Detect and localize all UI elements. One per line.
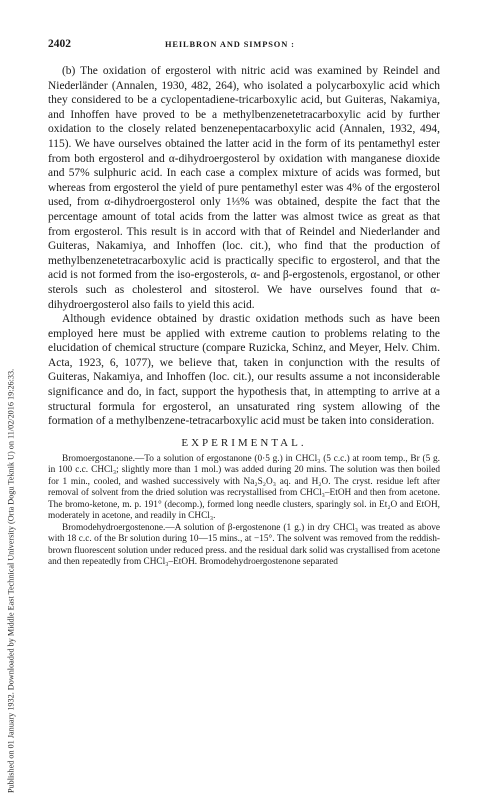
page-number: 2402 <box>48 38 71 50</box>
page-header <box>48 38 440 56</box>
experimental-paragraph-2: Bromodehydroergostenone.—A solution of β-ergostenone (1 g.) in dry CHCl₃ was treated as above with 18 c.c. of the Br solution during 10—15 mins., at −15°. The solvent was removed from the reddish-brown fluorescent solution under reduced press. and the residual dark solid was crystallised from acetone and then repeatedly from CHCl₃–EtOH. Bromodehydroergostenone separated <box>48 522 440 568</box>
section-heading-experimental: EXPERIMENTAL. <box>181 436 307 449</box>
running-head: HEILBRON AND SIMPSON : <box>165 40 295 49</box>
download-watermark: Published on 01 January 1932. Downloaded by Middle East Technical University (Orta Dogu Teknik U) on 11/02/2016 19:26:33. <box>6 368 16 793</box>
body-paragraph-1: (b) The oxidation of ergosterol with nitric acid was examined by Reindel and Niederländer (Annalen, 1930, 482, 264), who isolated a polycarboxylic acid which they considered to be a cyclopentadiene-tricarboxylic acid, but Guiteras, Nakamiya, and Inhoffen have proved to be a methylbenzenetetracarboxylic acid by further oxidation to the closely related benzenepentacarboxylic acid (Annalen, 1932, 494, 115). We have ourselves obtained the latter acid in the form of its pentamethyl ester from both ergosterol and α-dihydroergosterol by oxidation with manganese dioxide and 57% sulphuric acid. In each case a complex mixture of acids was formed, but whereas from ergosterol the yield of pure pentamethyl ester was 4% of the ergosterol used, from α-dihydroergosterol only 1⅓% was obtained, despite the fact that the percentage amount of total acids from the latter was almost twice as great as that from ergosterol. This result is in accord with that of Reindel and Niederlander and Guiteras, Nakamiya, and Inhoffen (loc. cit.), who find that the production of methylbenzenetetracarboxylic acid is practically specific to ergosterol, and that the acid is not formed from the iso-ergosterols, α- and β-ergostenols, ergostanol, or other sterols such as cholesterol and sitosterol. We have ourselves found that α-dihydroergosterol also fails to yield this acid. <box>48 65 440 311</box>
experimental-paragraph-1: Bromoergostanone.—To a solution of ergostanone (0·5 g.) in CHCl₃ (5 c.c.) at room temp., Br (5 g. in 100 c.c. CHCl₃; slightly more than 1 mol.) was added during 20 mins. The solution was then boiled for 1 min., cooled, and washed successively with Na₂S₂O₃ aq. and H₂O. The cryst. residue left after removal of solvent from the dried solution was recrystallised from CHCl₃–EtOH and then from acetone. The bromo-ketone, m. p. 191° (decomp.), formed long needle clusters, sparingly sol. in Et₂O and EtOH, moderately in acetone, and readily in CHCl₃. <box>48 453 440 522</box>
body-paragraph-2: Although evidence obtained by drastic oxidation methods such as have been employed here must be applied with extreme caution to problems relating to the elucidation of chemical structure (compare Ruzicka, Schinz, and Meyer, Helv. Chim. Acta, 1923, 6, 1077), we believe that, taken in conjunction with the results of Guiteras, Nakamiya, and Inhoffen (loc. cit.), our results assume a not inconsiderable significance and do, in fact, support the hypothesis that, in attempting to arrive at a structural formula for ergosterol, an unsaturated ring system allowing of the formation of a methylbenzene-tetracarboxylic acid must be taken into consideration. <box>48 313 440 428</box>
main-body <box>48 64 440 429</box>
experimental-body <box>48 454 440 569</box>
page <box>48 38 440 569</box>
